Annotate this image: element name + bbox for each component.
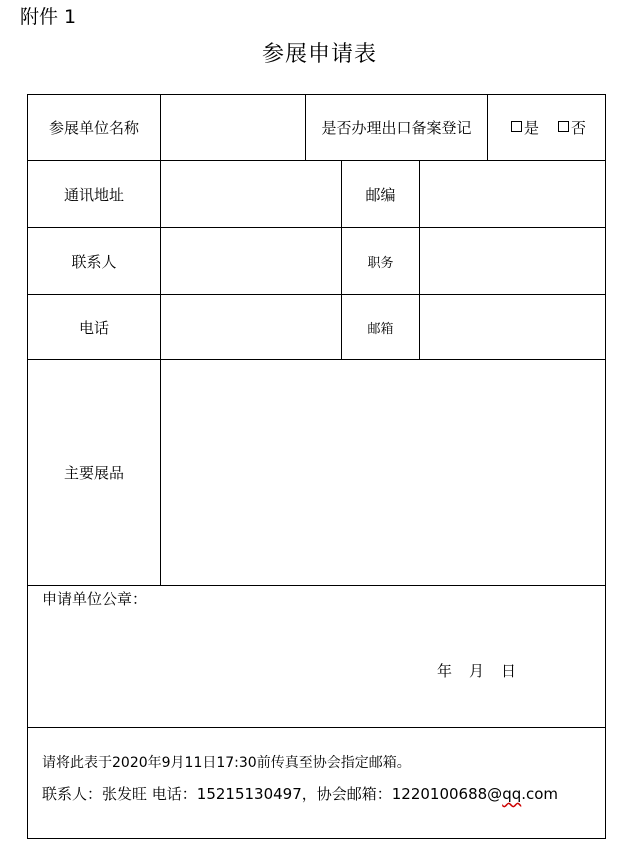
checkbox-yes[interactable]: [511, 121, 522, 132]
option-no[interactable]: [558, 117, 586, 138]
seal-label: 申请单位公章：: [42, 590, 148, 608]
main-exhibits-label: 主要展品: [63, 464, 124, 482]
row-divider: [27, 727, 606, 728]
exhibitor-name-label: 参展单位名称: [48, 119, 139, 137]
date-month: 月: [469, 662, 485, 680]
email-field[interactable]: [420, 295, 605, 359]
export-registration-label: 是否办理出口备案登记: [321, 119, 472, 137]
page-title: 参展申请表: [261, 42, 377, 67]
date-year: 年: [437, 662, 453, 680]
row-divider: [27, 585, 606, 586]
checkbox-no[interactable]: [558, 121, 569, 132]
postcode-label: 邮编: [365, 185, 396, 204]
attachment-label: 附件 1: [20, 6, 77, 28]
exhibitor-name-field[interactable]: [161, 95, 305, 160]
phone-field[interactable]: [161, 295, 341, 359]
phone-label: 电话: [78, 318, 109, 337]
email-suffix: .com: [521, 785, 559, 803]
contact-label: 联系人: [71, 252, 117, 271]
date-day: 日: [501, 662, 517, 680]
postcode-field[interactable]: [420, 161, 605, 227]
address-field[interactable]: [161, 161, 341, 227]
option-yes[interactable]: [511, 117, 539, 138]
address-label: 通讯地址: [63, 185, 124, 204]
contact-field[interactable]: [161, 228, 341, 294]
notice-contact-text: 联系人：张发旺 电话：15215130497，协会邮箱：1220100688@: [42, 785, 503, 803]
export-registration-options: [488, 95, 605, 160]
main-exhibits-field[interactable]: [161, 360, 605, 585]
email-label: 邮箱: [367, 321, 394, 337]
email-domain: qq: [502, 785, 522, 803]
notice-deadline: 请将此表于2020年9月11日17:30前传真至协会指定邮箱。: [42, 755, 411, 771]
option-yes-label: 是: [524, 119, 540, 137]
notice-contact: [42, 783, 558, 804]
position-label: 职务: [367, 255, 394, 271]
option-no-label: 否: [571, 119, 587, 137]
position-field[interactable]: [420, 228, 605, 294]
